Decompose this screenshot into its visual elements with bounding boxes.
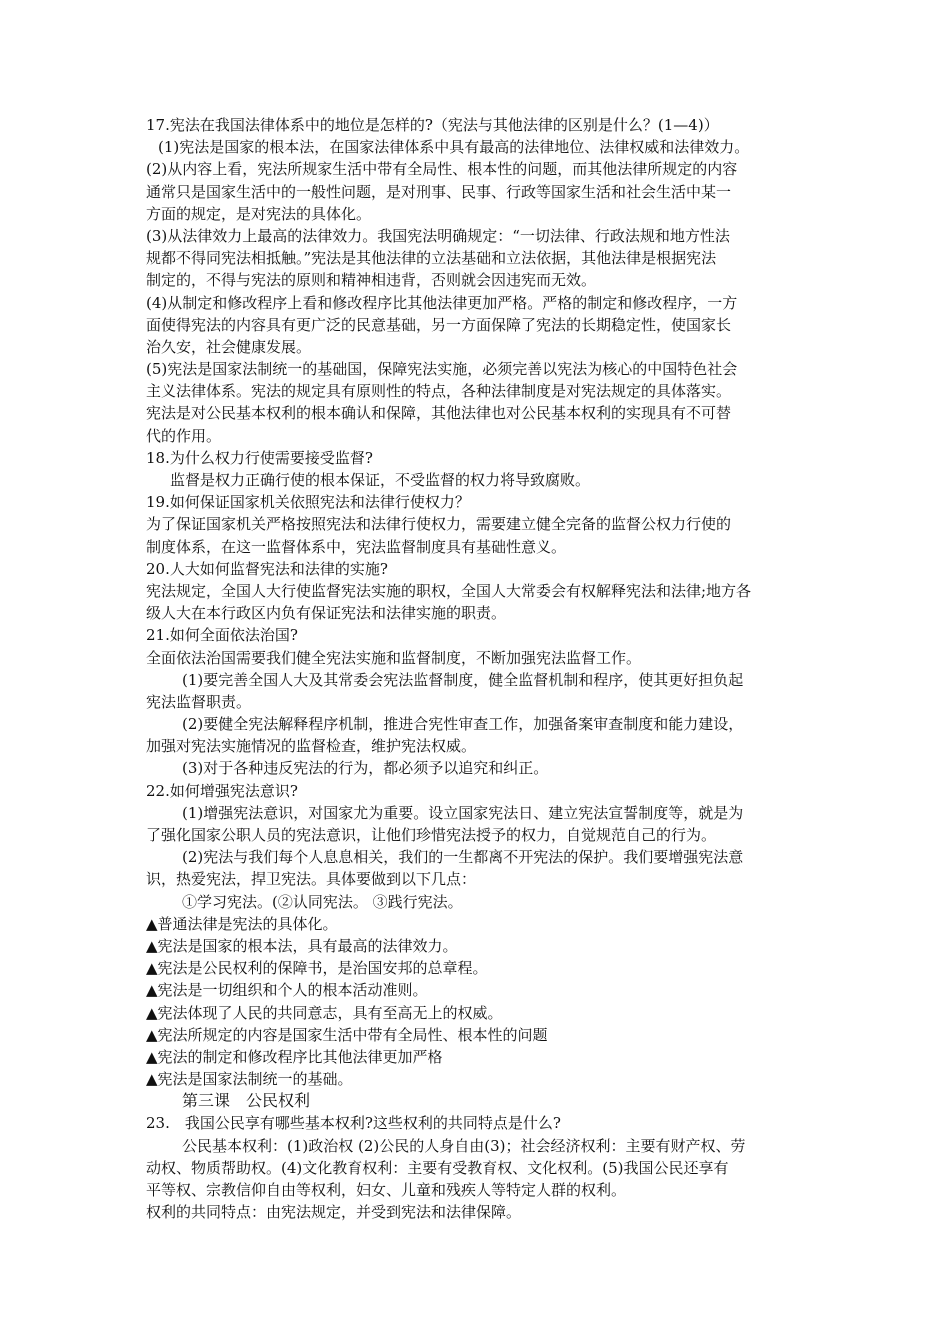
text-line: ▲普通法律是宪法的具体化。	[146, 914, 338, 933]
text-line: (1)宪法是国家的根本法，在国家法律体系中具有最高的法律地位、法律权威和法律效力。	[158, 138, 750, 157]
text-line: 宪法监督职责。	[146, 692, 252, 711]
text-line: (3)从法律效力上最高的法律效力。我国宪法明确规定：“一切法律、行政法规和地方性法	[146, 226, 730, 245]
text-line: 宪法规定，全国人大行使监督宪法实施的职权，全国人大常委会有权解释宪法和法律;地方各	[146, 581, 752, 600]
text-line: 19.如何保证国家机关依照宪法和法律行使权力？	[146, 493, 470, 512]
text-line: 了强化国家公职人员的宪法意识，让他们珍惜宪法授予的权力，自觉规范自己的行为。	[146, 826, 717, 844]
text-line: 监督是权力正确行使的根本保证，不受监督的权力将导致腐败。	[170, 471, 591, 489]
text-line: ▲宪法是公民权利的保障书，是治国安邦的总章程。	[146, 959, 488, 978]
text-line: 全面依法治国需要我们健全宪法实施和监督制度，不断加强宪法监督工作。	[146, 648, 642, 667]
text-line: ▲宪法是国家的根本法，具有最高的法律效力。	[146, 936, 458, 955]
text-line: (2)从内容上看，宪法所规家生活中带有全局性、根本性的问题，而其他法律所规定的内容	[146, 160, 738, 179]
text-line: (4)从制定和修改程序上看和修改程序比其他法律更加严格。严格的制定和修改程序，一方	[146, 293, 738, 312]
text-line: 21.如何全面依法治国?	[146, 626, 298, 645]
text-line: (2)要健全宪法解释程序机制，推进合宪性审查工作，加强备案审查制度和能力建设，	[182, 715, 744, 734]
text-line: 为了保证国家机关严格按照宪法和法律行使权力，需要建立健全完备的监督公权力行使的	[146, 515, 732, 534]
text-line: 面使得宪法的内容具有更广泛的民意基础，另一方面保障了宪法的长期稳定性，使国家长	[146, 315, 732, 334]
text-line: 方面的规定，是对宪法的具体化。	[146, 204, 372, 223]
document-body	[146, 114, 816, 1223]
text-line: 20.人大如何监督宪法和法律的实施?	[146, 559, 388, 578]
text-line: ▲宪法是国家法制统一的基础。	[146, 1070, 353, 1089]
text-line: (5)宪法是国家法制统一的基础国，保障宪法实施，必须完善以宪法为核心的中国特色社会	[146, 360, 738, 379]
text-line: 23. 我国公民享有哪些基本权利?这些权利的共同特点是什么?	[146, 1114, 561, 1133]
text-line: 动权、物质帮助权。(4)文化教育权利：主要有受教育权、文化权利。(5)我国公民还享有	[146, 1158, 729, 1177]
text-line: (2)宪法与我们每个人息息相关，我们的一生都离不开宪法的保护。我们要增强宪法意	[182, 848, 744, 867]
text-line: 加强对宪法实施情况的监督检查，维护宪法权威。	[146, 737, 477, 756]
text-line: 17.宪法在我国法律体系中的地位是怎样的?（宪法与其他法律的区别是什么？(1—4)）	[146, 116, 719, 134]
text-line: ▲宪法的制定和修改程序比其他法律更加严格	[146, 1047, 443, 1066]
document-page	[146, 114, 816, 1223]
text-line: 公民基本权利：(1)政治权 (2)公民的人身自由(3)；社会经济权利：主要有财产权、劳	[182, 1136, 746, 1155]
text-line: 通常只是国家生活中的一般性问题，是对刑事、民事、行政等国家生活和社会生活中某一	[146, 182, 732, 201]
text-line: ▲宪法是一切组织和个人的根本活动准则。	[146, 981, 428, 1000]
text-line: 制定的，不得与宪法的原则和精神相违背，否则就会因违宪而无效。	[146, 271, 597, 290]
text-line: 识，热爱宪法，捍卫宪法。具体要做到以下几点：	[146, 870, 477, 889]
text-line: 权利的共同特点：由宪法规定，并受到宪法和法律保障。	[146, 1203, 522, 1222]
text-line: (3)对于各种违反宪法的行为，都必须予以追究和纠正。	[182, 759, 549, 778]
text-line: 制度体系，在这一监督体系中，宪法监督制度具有基础性意义。	[146, 537, 567, 556]
text-line: ①学习宪法。(②认同宪法。 ③践行宪法。	[182, 892, 463, 911]
text-line: 主义法律体系。宪法的规定具有原则性的特点，各种法律制度是对宪法规定的具体落实。	[146, 382, 732, 401]
section-heading: 第三课 公民权利	[182, 1091, 311, 1111]
text-line: 22.如何增强宪法意识?	[146, 781, 298, 800]
text-line: (1)增强宪法意识，对国家尤为重要。设立国家宪法日、建立宪法宣誓制度等，就是为	[182, 803, 744, 822]
text-line: 治久安，社会健康发展。	[146, 337, 312, 356]
text-line: 平等权、宗教信仰自由等权利，妇女、儿童和残疾人等特定人群的权利。	[146, 1181, 627, 1199]
text-line: ▲宪法所规定的内容是国家生活中带有全局性、根本性的问题	[146, 1025, 548, 1044]
text-line: 宪法是对公民基本权利的根本确认和保障，其他法律也对公民基本权利的实现具有不可替	[146, 404, 732, 423]
text-line: 级人大在本行政区内负有保证宪法和法律实施的职责。	[146, 604, 507, 623]
text-line: 规都不得同宪法相抵触。”宪法是其他法律的立法基础和立法依据，其他法律是根据宪法	[146, 249, 717, 268]
text-line: ▲宪法体现了人民的共同意志，具有至高无上的权威。	[146, 1003, 503, 1022]
text-line: 18.为什么权力行使需要接受监督?	[146, 448, 373, 467]
text-line: 代的作用。	[146, 426, 222, 445]
text-line: (1)要完善全国人大及其常委会宪法监督制度，健全监督机制和程序，使其更好担负起	[182, 670, 744, 689]
